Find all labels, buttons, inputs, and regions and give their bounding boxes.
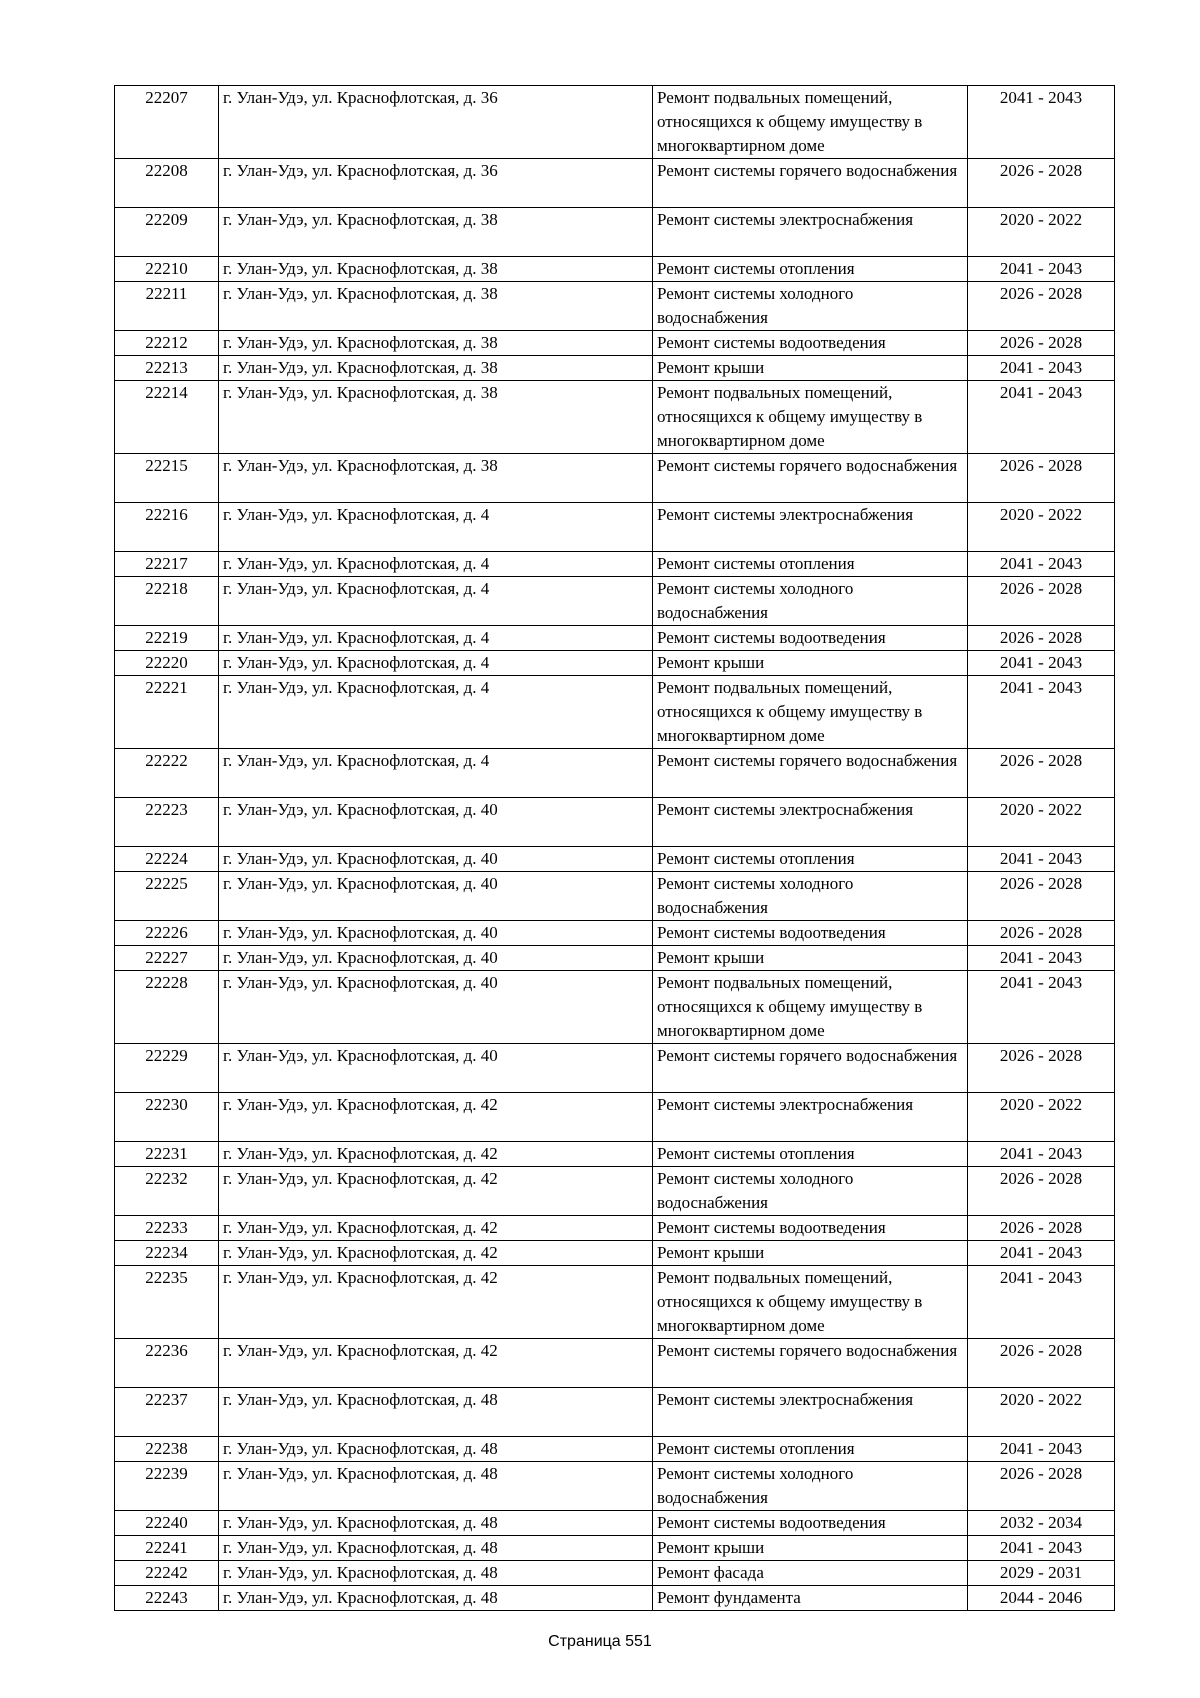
work-type-cell: Ремонт системы отопления bbox=[653, 1142, 968, 1167]
record-number-cell: 22211 bbox=[115, 282, 219, 331]
work-type-cell: Ремонт системы горячего водоснабжения bbox=[653, 159, 968, 208]
address-cell: г. Улан-Удэ, ул. Краснофлотская, д. 48 bbox=[219, 1388, 653, 1437]
address-cell: г. Улан-Удэ, ул. Краснофлотская, д. 4 bbox=[219, 503, 653, 552]
table-row bbox=[115, 257, 1115, 282]
work-type-cell: Ремонт крыши bbox=[653, 651, 968, 676]
record-number-cell: 22238 bbox=[115, 1437, 219, 1462]
record-number-cell: 22225 bbox=[115, 872, 219, 921]
record-number-cell: 22241 bbox=[115, 1536, 219, 1561]
address-cell: г. Улан-Удэ, ул. Краснофлотская, д. 40 bbox=[219, 971, 653, 1044]
work-type-cell: Ремонт системы отопления bbox=[653, 257, 968, 282]
period-cell: 2026 - 2028 bbox=[968, 921, 1115, 946]
table-row bbox=[115, 331, 1115, 356]
table-row bbox=[115, 1241, 1115, 1266]
record-number-cell: 22219 bbox=[115, 626, 219, 651]
record-number-cell: 22229 bbox=[115, 1044, 219, 1093]
record-number-cell: 22218 bbox=[115, 577, 219, 626]
table-row bbox=[115, 356, 1115, 381]
period-cell: 2041 - 2043 bbox=[968, 651, 1115, 676]
record-number-cell: 22223 bbox=[115, 798, 219, 847]
table-row bbox=[115, 381, 1115, 454]
work-type-cell: Ремонт фундамента bbox=[653, 1586, 968, 1611]
table-row bbox=[115, 1462, 1115, 1511]
record-number-cell: 22222 bbox=[115, 749, 219, 798]
address-cell: г. Улан-Удэ, ул. Краснофлотская, д. 48 bbox=[219, 1462, 653, 1511]
table-row bbox=[115, 454, 1115, 503]
work-type-cell: Ремонт подвальных помещений, относящихся к общему имуществу в многоквартирном доме bbox=[653, 86, 968, 159]
address-cell: г. Улан-Удэ, ул. Краснофлотская, д. 48 bbox=[219, 1536, 653, 1561]
work-type-cell: Ремонт системы электроснабжения bbox=[653, 1093, 968, 1142]
work-type-cell: Ремонт подвальных помещений, относящихся к общему имуществу в многоквартирном доме bbox=[653, 1266, 968, 1339]
address-cell: г. Улан-Удэ, ул. Краснофлотская, д. 38 bbox=[219, 282, 653, 331]
period-cell: 2020 - 2022 bbox=[968, 1093, 1115, 1142]
address-cell: г. Улан-Удэ, ул. Краснофлотская, д. 42 bbox=[219, 1241, 653, 1266]
table-row bbox=[115, 946, 1115, 971]
period-cell: 2041 - 2043 bbox=[968, 381, 1115, 454]
period-cell: 2032 - 2034 bbox=[968, 1511, 1115, 1536]
record-number-cell: 22242 bbox=[115, 1561, 219, 1586]
record-number-cell: 22213 bbox=[115, 356, 219, 381]
address-cell: г. Улан-Удэ, ул. Краснофлотская, д. 40 bbox=[219, 872, 653, 921]
work-type-cell: Ремонт крыши bbox=[653, 1536, 968, 1561]
record-number-cell: 22217 bbox=[115, 552, 219, 577]
work-type-cell: Ремонт системы электроснабжения bbox=[653, 1388, 968, 1437]
table-row bbox=[115, 1216, 1115, 1241]
work-type-cell: Ремонт системы холодного водоснабжения bbox=[653, 1167, 968, 1216]
work-type-cell: Ремонт системы холодного водоснабжения bbox=[653, 1462, 968, 1511]
table-row bbox=[115, 798, 1115, 847]
record-number-cell: 22236 bbox=[115, 1339, 219, 1388]
period-cell: 2041 - 2043 bbox=[968, 1241, 1115, 1266]
work-type-cell: Ремонт системы водоотведения bbox=[653, 1216, 968, 1241]
table-row bbox=[115, 1044, 1115, 1093]
address-cell: г. Улан-Удэ, ул. Краснофлотская, д. 38 bbox=[219, 356, 653, 381]
address-cell: г. Улан-Удэ, ул. Краснофлотская, д. 40 bbox=[219, 921, 653, 946]
table-row bbox=[115, 1388, 1115, 1437]
table-row bbox=[115, 1536, 1115, 1561]
record-number-cell: 22237 bbox=[115, 1388, 219, 1437]
address-cell: г. Улан-Удэ, ул. Краснофлотская, д. 4 bbox=[219, 577, 653, 626]
record-number-cell: 22208 bbox=[115, 159, 219, 208]
work-type-cell: Ремонт системы электроснабжения bbox=[653, 798, 968, 847]
table-row bbox=[115, 1093, 1115, 1142]
period-cell: 2041 - 2043 bbox=[968, 1437, 1115, 1462]
period-cell: 2026 - 2028 bbox=[968, 454, 1115, 503]
table-row bbox=[115, 1339, 1115, 1388]
address-cell: г. Улан-Удэ, ул. Краснофлотская, д. 42 bbox=[219, 1093, 653, 1142]
record-number-cell: 22212 bbox=[115, 331, 219, 356]
work-type-cell: Ремонт подвальных помещений, относящихся к общему имуществу в многоквартирном доме bbox=[653, 381, 968, 454]
record-number-cell: 22231 bbox=[115, 1142, 219, 1167]
record-number-cell: 22214 bbox=[115, 381, 219, 454]
table-row bbox=[115, 1142, 1115, 1167]
record-number-cell: 22216 bbox=[115, 503, 219, 552]
period-cell: 2026 - 2028 bbox=[968, 626, 1115, 651]
record-number-cell: 22207 bbox=[115, 86, 219, 159]
table-row bbox=[115, 1586, 1115, 1611]
period-cell: 2026 - 2028 bbox=[968, 872, 1115, 921]
period-cell: 2041 - 2043 bbox=[968, 257, 1115, 282]
work-type-cell: Ремонт системы отопления bbox=[653, 552, 968, 577]
work-type-cell: Ремонт системы водоотведения bbox=[653, 1511, 968, 1536]
period-cell: 2041 - 2043 bbox=[968, 971, 1115, 1044]
period-cell: 2026 - 2028 bbox=[968, 331, 1115, 356]
period-cell: 2044 - 2046 bbox=[968, 1586, 1115, 1611]
table-row bbox=[115, 1561, 1115, 1586]
record-number-cell: 22220 bbox=[115, 651, 219, 676]
record-number-cell: 22234 bbox=[115, 1241, 219, 1266]
period-cell: 2041 - 2043 bbox=[968, 847, 1115, 872]
table-row bbox=[115, 872, 1115, 921]
record-number-cell: 22221 bbox=[115, 676, 219, 749]
table-row bbox=[115, 676, 1115, 749]
address-cell: г. Улан-Удэ, ул. Краснофлотская, д. 36 bbox=[219, 159, 653, 208]
address-cell: г. Улан-Удэ, ул. Краснофлотская, д. 42 bbox=[219, 1216, 653, 1241]
work-type-cell: Ремонт подвальных помещений, относящихся к общему имуществу в многоквартирном доме bbox=[653, 676, 968, 749]
record-number-cell: 22209 bbox=[115, 208, 219, 257]
work-type-cell: Ремонт крыши bbox=[653, 1241, 968, 1266]
period-cell: 2026 - 2028 bbox=[968, 1216, 1115, 1241]
address-cell: г. Улан-Удэ, ул. Краснофлотская, д. 38 bbox=[219, 454, 653, 503]
work-type-cell: Ремонт системы горячего водоснабжения bbox=[653, 749, 968, 798]
table-row bbox=[115, 971, 1115, 1044]
record-number-cell: 22243 bbox=[115, 1586, 219, 1611]
work-type-cell: Ремонт системы горячего водоснабжения bbox=[653, 1044, 968, 1093]
address-cell: г. Улан-Удэ, ул. Краснофлотская, д. 48 bbox=[219, 1586, 653, 1611]
table-row bbox=[115, 651, 1115, 676]
work-type-cell: Ремонт системы электроснабжения bbox=[653, 208, 968, 257]
work-type-cell: Ремонт фасада bbox=[653, 1561, 968, 1586]
period-cell: 2026 - 2028 bbox=[968, 749, 1115, 798]
address-cell: г. Улан-Удэ, ул. Краснофлотская, д. 42 bbox=[219, 1339, 653, 1388]
work-type-cell: Ремонт системы горячего водоснабжения bbox=[653, 1339, 968, 1388]
address-cell: г. Улан-Удэ, ул. Краснофлотская, д. 48 bbox=[219, 1511, 653, 1536]
record-number-cell: 22230 bbox=[115, 1093, 219, 1142]
period-cell: 2041 - 2043 bbox=[968, 86, 1115, 159]
record-number-cell: 22235 bbox=[115, 1266, 219, 1339]
period-cell: 2020 - 2022 bbox=[968, 503, 1115, 552]
period-cell: 2020 - 2022 bbox=[968, 798, 1115, 847]
period-cell: 2041 - 2043 bbox=[968, 1142, 1115, 1167]
address-cell: г. Улан-Удэ, ул. Краснофлотская, д. 40 bbox=[219, 798, 653, 847]
period-cell: 2020 - 2022 bbox=[968, 1388, 1115, 1437]
address-cell: г. Улан-Удэ, ул. Краснофлотская, д. 38 bbox=[219, 208, 653, 257]
table-row bbox=[115, 282, 1115, 331]
work-type-cell: Ремонт системы холодного водоснабжения bbox=[653, 282, 968, 331]
period-cell: 2041 - 2043 bbox=[968, 356, 1115, 381]
address-cell: г. Улан-Удэ, ул. Краснофлотская, д. 38 bbox=[219, 381, 653, 454]
page-number: Страница 551 bbox=[548, 1633, 652, 1650]
period-cell: 2026 - 2028 bbox=[968, 1462, 1115, 1511]
table-row bbox=[115, 1266, 1115, 1339]
table-row bbox=[115, 749, 1115, 798]
address-cell: г. Улан-Удэ, ул. Краснофлотская, д. 40 bbox=[219, 1044, 653, 1093]
period-cell: 2041 - 2043 bbox=[968, 1266, 1115, 1339]
table-row bbox=[115, 208, 1115, 257]
address-cell: г. Улан-Удэ, ул. Краснофлотская, д. 4 bbox=[219, 626, 653, 651]
period-cell: 2029 - 2031 bbox=[968, 1561, 1115, 1586]
table-row bbox=[115, 503, 1115, 552]
period-cell: 2026 - 2028 bbox=[968, 159, 1115, 208]
work-type-cell: Ремонт крыши bbox=[653, 356, 968, 381]
address-cell: г. Улан-Удэ, ул. Краснофлотская, д. 4 bbox=[219, 676, 653, 749]
record-number-cell: 22210 bbox=[115, 257, 219, 282]
period-cell: 2026 - 2028 bbox=[968, 1167, 1115, 1216]
capital-repair-table bbox=[114, 85, 1115, 1611]
period-cell: 2041 - 2043 bbox=[968, 1536, 1115, 1561]
work-type-cell: Ремонт системы водоотведения bbox=[653, 331, 968, 356]
work-type-cell: Ремонт системы водоотведения bbox=[653, 921, 968, 946]
record-number-cell: 22215 bbox=[115, 454, 219, 503]
address-cell: г. Улан-Удэ, ул. Краснофлотская, д. 48 bbox=[219, 1561, 653, 1586]
address-cell: г. Улан-Удэ, ул. Краснофлотская, д. 4 bbox=[219, 651, 653, 676]
address-cell: г. Улан-Удэ, ул. Краснофлотская, д. 48 bbox=[219, 1437, 653, 1462]
address-cell: г. Улан-Удэ, ул. Краснофлотская, д. 42 bbox=[219, 1167, 653, 1216]
address-cell: г. Улан-Удэ, ул. Краснофлотская, д. 40 bbox=[219, 946, 653, 971]
address-cell: г. Улан-Удэ, ул. Краснофлотская, д. 40 bbox=[219, 847, 653, 872]
address-cell: г. Улан-Удэ, ул. Краснофлотская, д. 38 bbox=[219, 331, 653, 356]
table-row bbox=[115, 921, 1115, 946]
work-type-cell: Ремонт крыши bbox=[653, 946, 968, 971]
table-body bbox=[115, 86, 1115, 1611]
period-cell: 2041 - 2043 bbox=[968, 946, 1115, 971]
record-number-cell: 22224 bbox=[115, 847, 219, 872]
table-row bbox=[115, 847, 1115, 872]
table-row bbox=[115, 552, 1115, 577]
record-number-cell: 22227 bbox=[115, 946, 219, 971]
work-type-cell: Ремонт системы холодного водоснабжения bbox=[653, 872, 968, 921]
period-cell: 2041 - 2043 bbox=[968, 676, 1115, 749]
address-cell: г. Улан-Удэ, ул. Краснофлотская, д. 4 bbox=[219, 749, 653, 798]
record-number-cell: 22226 bbox=[115, 921, 219, 946]
period-cell: 2041 - 2043 bbox=[968, 552, 1115, 577]
period-cell: 2026 - 2028 bbox=[968, 1339, 1115, 1388]
record-number-cell: 22232 bbox=[115, 1167, 219, 1216]
work-type-cell: Ремонт системы водоотведения bbox=[653, 626, 968, 651]
record-number-cell: 22239 bbox=[115, 1462, 219, 1511]
period-cell: 2026 - 2028 bbox=[968, 577, 1115, 626]
address-cell: г. Улан-Удэ, ул. Краснофлотская, д. 36 bbox=[219, 86, 653, 159]
table-row bbox=[115, 1511, 1115, 1536]
table-row bbox=[115, 577, 1115, 626]
work-type-cell: Ремонт системы горячего водоснабжения bbox=[653, 454, 968, 503]
period-cell: 2020 - 2022 bbox=[968, 208, 1115, 257]
work-type-cell: Ремонт системы электроснабжения bbox=[653, 503, 968, 552]
table-row bbox=[115, 1167, 1115, 1216]
address-cell: г. Улан-Удэ, ул. Краснофлотская, д. 42 bbox=[219, 1142, 653, 1167]
address-cell: г. Улан-Удэ, ул. Краснофлотская, д. 4 bbox=[219, 552, 653, 577]
work-type-cell: Ремонт системы холодного водоснабжения bbox=[653, 577, 968, 626]
period-cell: 2026 - 2028 bbox=[968, 282, 1115, 331]
period-cell: 2026 - 2028 bbox=[968, 1044, 1115, 1093]
table-row bbox=[115, 626, 1115, 651]
address-cell: г. Улан-Удэ, ул. Краснофлотская, д. 38 bbox=[219, 257, 653, 282]
table-row bbox=[115, 159, 1115, 208]
table-row bbox=[115, 1437, 1115, 1462]
work-type-cell: Ремонт подвальных помещений, относящихся к общему имуществу в многоквартирном доме bbox=[653, 971, 968, 1044]
address-cell: г. Улан-Удэ, ул. Краснофлотская, д. 42 bbox=[219, 1266, 653, 1339]
record-number-cell: 22228 bbox=[115, 971, 219, 1044]
work-type-cell: Ремонт системы отопления bbox=[653, 1437, 968, 1462]
record-number-cell: 22233 bbox=[115, 1216, 219, 1241]
work-type-cell: Ремонт системы отопления bbox=[653, 847, 968, 872]
table-row bbox=[115, 86, 1115, 159]
record-number-cell: 22240 bbox=[115, 1511, 219, 1536]
